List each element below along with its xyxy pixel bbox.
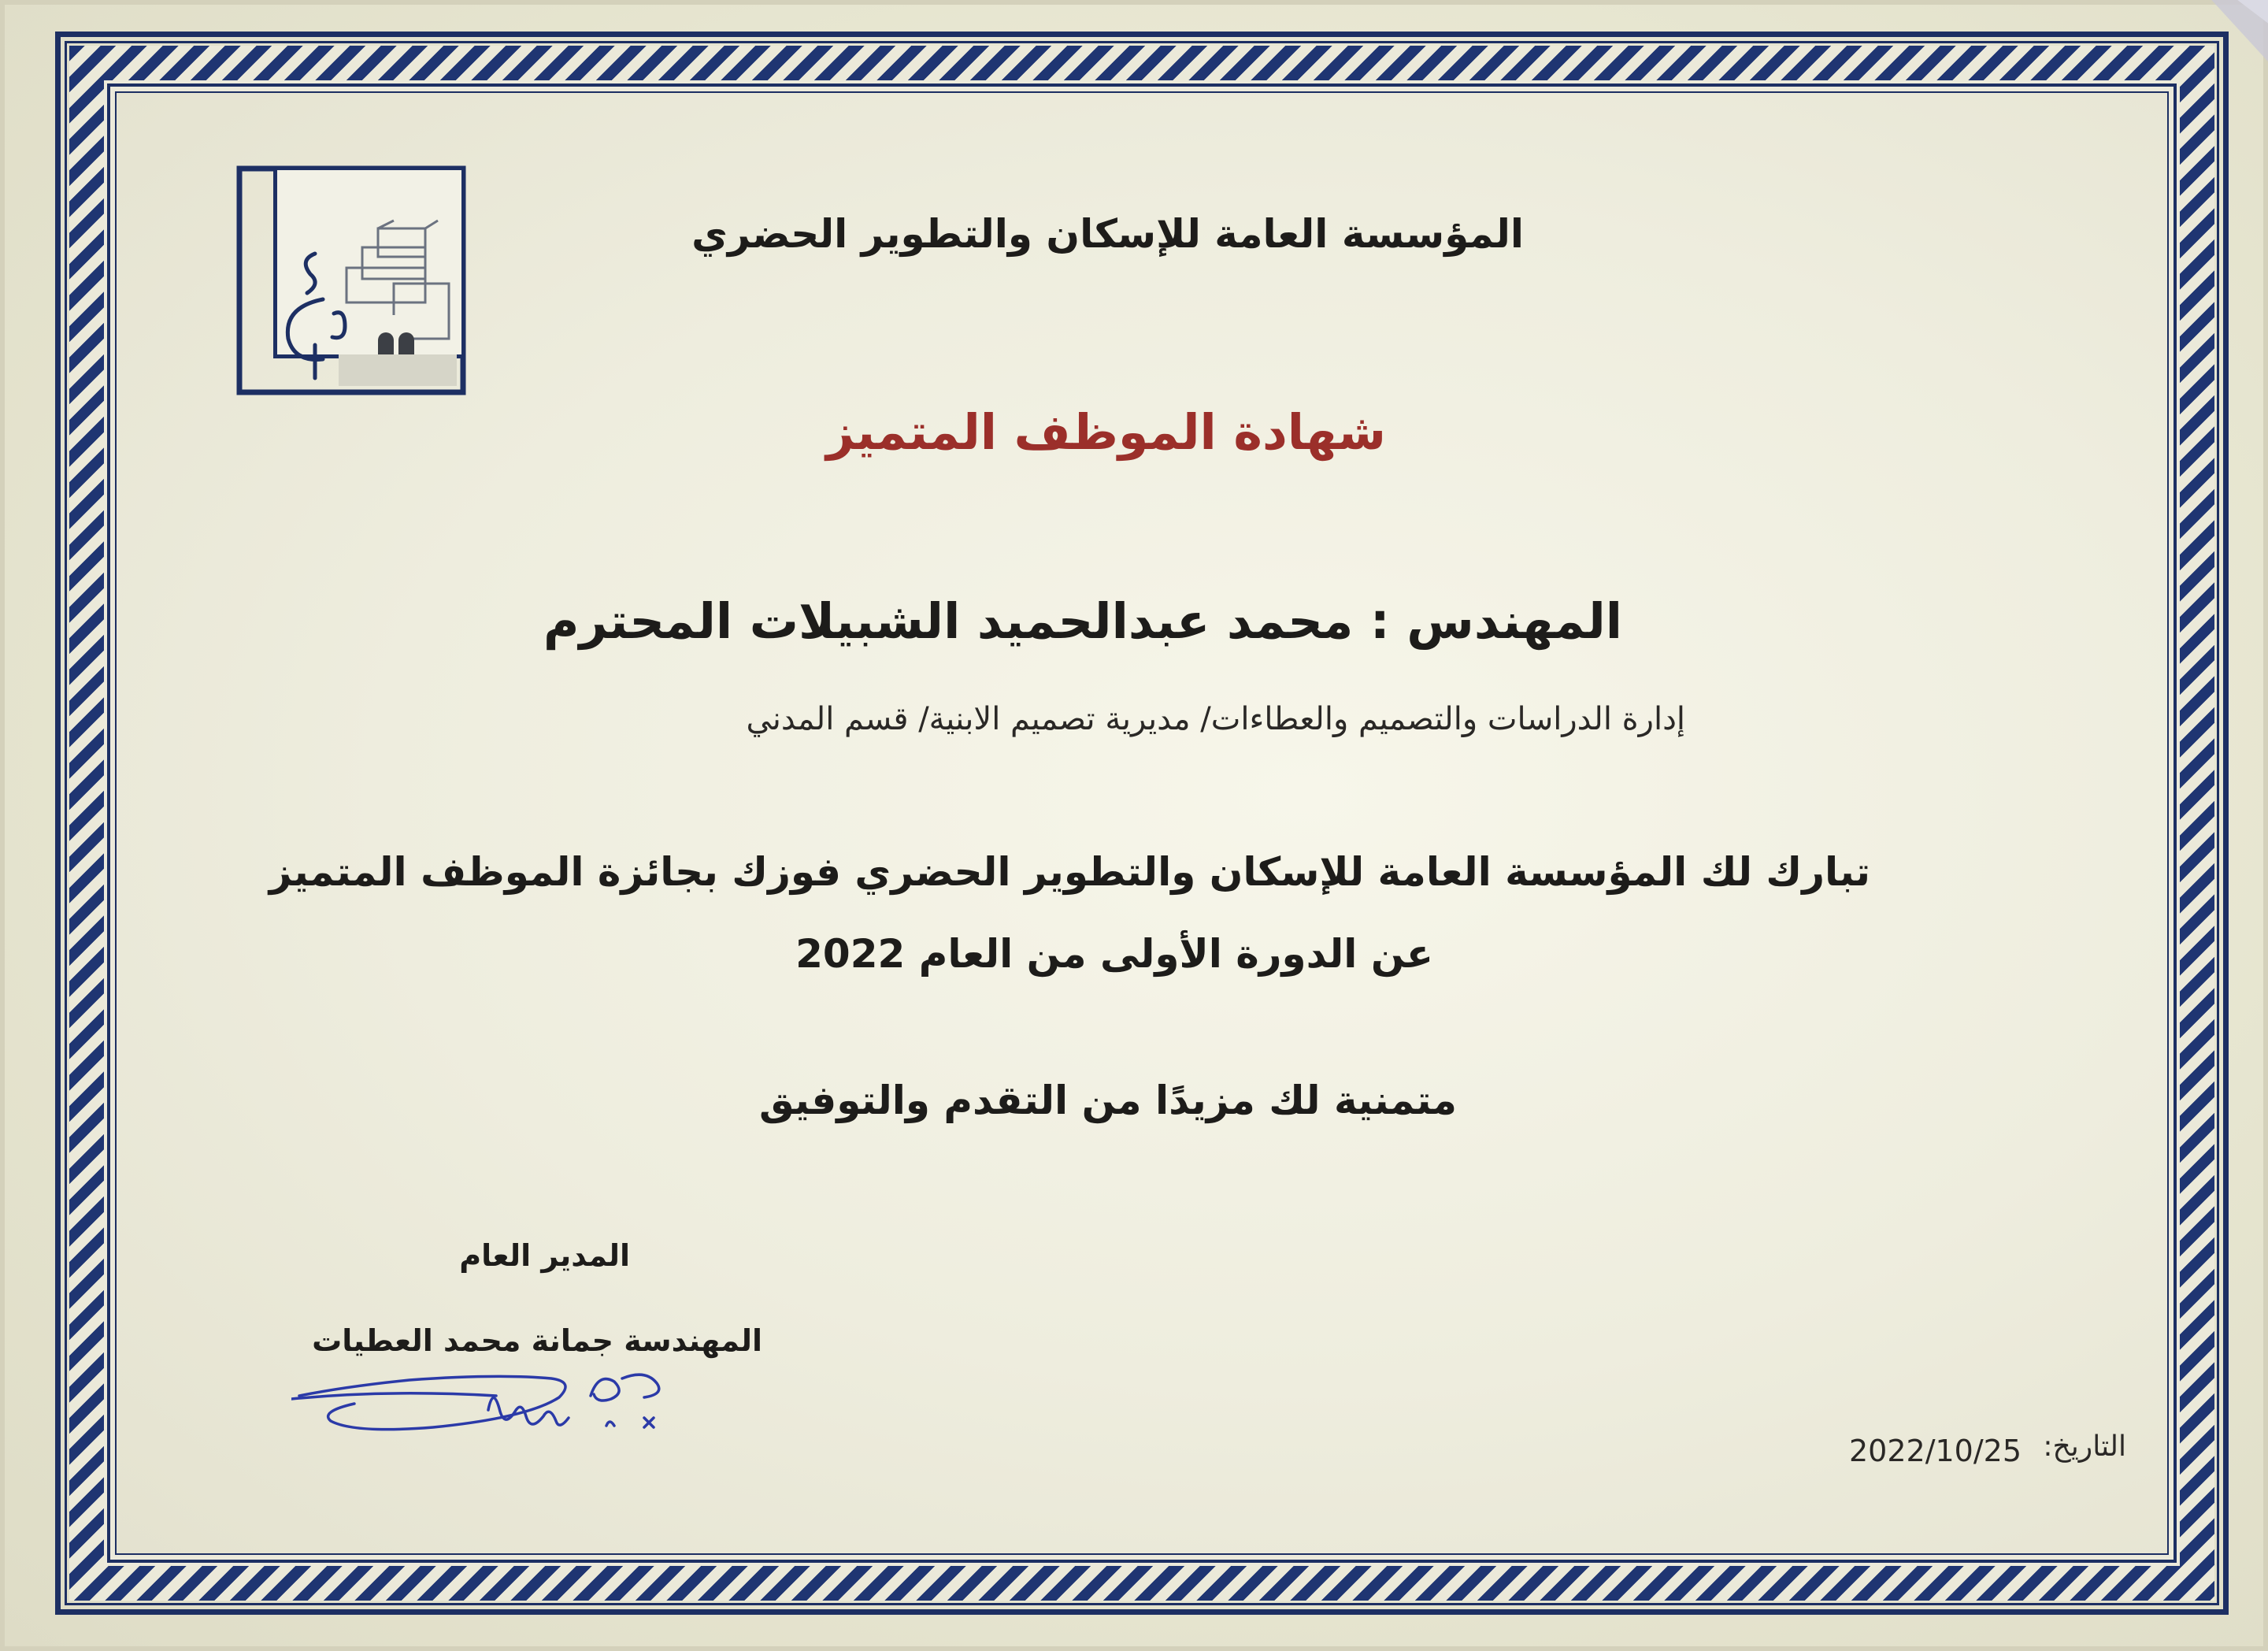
recipient-name: المهندس : محمد عبدالحميد الشبيلات المحترم (543, 592, 1622, 650)
handwritten-signature (291, 1355, 685, 1457)
date-value: 2022/10/25 (1849, 1434, 2022, 1468)
certificate-title: شهادة الموظف المتميز (826, 403, 1386, 461)
signatory-title: المدير العام (459, 1238, 630, 1273)
recipient-department: إدارة الدراسات والتصميم والعطاءات/ مديرية تصميم الابنية/ قسم المدني (746, 701, 1685, 737)
wishes-line: متمنية لك مزيدًا من التقدم والتوفيق (758, 1078, 1457, 1123)
date-label: التاريخ: (2043, 1430, 2126, 1463)
congratulation-line-1: تبارك لك المؤسسة العامة للإسكان والتطوير الحضري فوزك بجائزة الموظف المتميز (269, 849, 1870, 895)
signatory-name: المهندسة جمانة محمد العطيات (312, 1323, 762, 1358)
organization-name: المؤسسة العامة للإسكان والتطوير الحضري (691, 211, 1524, 257)
congratulation-line-2: عن الدورة الأولى من العام 2022 (795, 931, 1433, 977)
organization-logo-icon (236, 165, 466, 395)
